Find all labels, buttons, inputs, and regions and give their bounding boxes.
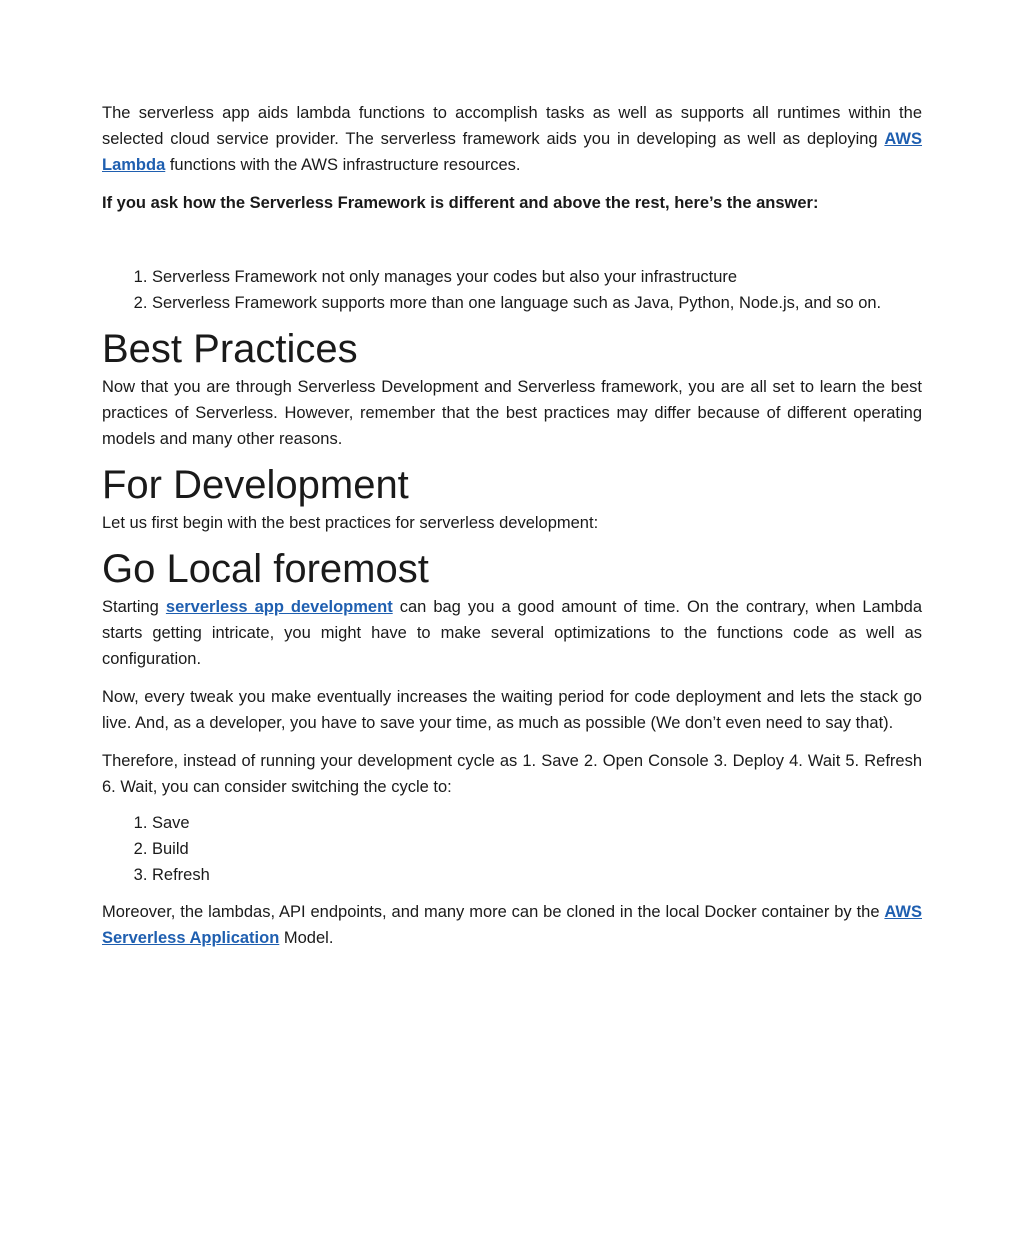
go-local-heading: Go Local foremost (102, 547, 429, 591)
intro-text-a: The serverless app aids lambda functions to accomplish tasks as well as supports all runtimes within the selected cloud service provider. The serverless framework aids you in developing as well as deploying (102, 104, 922, 148)
cycle-list (102, 810, 922, 888)
intro-text-b: functions with the AWS infrastructure resources. (165, 156, 521, 174)
go-local-paragraph-2: Now, every tweak you make eventually increases the waiting period for code deployment and lets the stack go live. And, as a developer, you have to save your time, as much as possible (We don’t even need to say that). (102, 688, 922, 732)
go-local-p4-text-a: Moreover, the lambdas, API endpoints, and many more can be cloned in the local Docker container by the (102, 903, 885, 921)
list-item: 3. Refresh (152, 862, 922, 888)
aws-serverless-application-link[interactable]: AWS Serverless Application (102, 903, 922, 947)
for-development-heading: For Development (102, 463, 409, 507)
list-item: 2. Build (152, 836, 922, 862)
document-page (102, 100, 922, 951)
go-local-paragraph-4 (102, 899, 922, 951)
intro-paragraph (102, 100, 922, 178)
aws-lambda-link[interactable]: AWS Lambda (102, 130, 922, 174)
go-local-paragraph-3: Therefore, instead of running your development cycle as 1. Save 2. Open Console 3. Deploy 4. Wait 5. Refresh 6. Wait, you can consider switching the cycle to: (102, 752, 922, 796)
framework-answer-list (102, 264, 922, 316)
go-local-text-a: Starting (102, 598, 166, 616)
list-item: 1. Serverless Framework not only manages your codes but also your infrastructure (152, 264, 922, 290)
go-local-p4-text-b: Model. (279, 929, 334, 947)
go-local-paragraph-1 (102, 594, 922, 672)
best-practices-heading: Best Practices (102, 327, 358, 371)
list-item: 2. Serverless Framework supports more than one language such as Java, Python, Node.js, and so on. (152, 290, 922, 316)
go-local-text-b: can bag you a good amount of time. On the contrary, when Lambda starts getting intricate, you might have to make several optimizations to the functions code as well as configuration. (102, 598, 923, 668)
serverless-app-development-link[interactable]: serverless app development (165, 598, 393, 616)
for-development-text: Let us first begin with the best practices for serverless development: (102, 514, 599, 532)
framework-question: If you ask how the Serverless Framework is different and above the rest, here’s the answer: (102, 194, 819, 212)
best-practices-text: Now that you are through Serverless Development and Serverless framework, you are all set to learn the best practices of Serverless. However, remember that the best practices may differ because of different operating models and many other reasons. (102, 378, 922, 448)
list-item: 1. Save (152, 810, 922, 836)
